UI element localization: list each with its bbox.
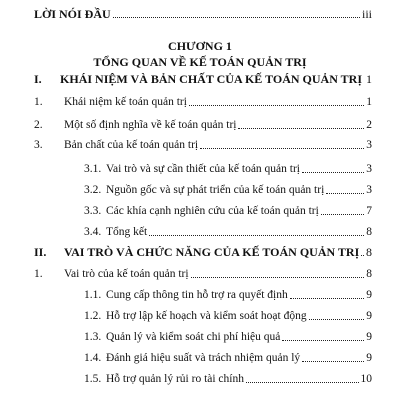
leader-dots (200, 147, 364, 149)
leader-dots (191, 276, 364, 278)
leader-dots (113, 16, 360, 18)
toc-entry-sub (84, 225, 372, 239)
toc-entry-page: 1 (366, 72, 372, 86)
leader-dots (210, 401, 359, 403)
toc-entry-number: 1.3. (84, 331, 102, 343)
toc-entry-sub (84, 288, 372, 302)
toc-entry-title: LỜI NÓI ĐẦU (34, 7, 111, 21)
toc-entry-section (34, 72, 372, 86)
toc-entry-title: Các khía cạnh nghiên cứu của kế toán quản trị (106, 205, 319, 217)
toc-entry-preface (34, 7, 372, 21)
toc-entry-title: Đánh giá hiệu suất và trách nhiệm quản lý (106, 352, 301, 364)
toc-entry-page: 7 (366, 205, 372, 217)
toc-entry-page: 9 (366, 352, 372, 364)
toc-entry-page: 3 (366, 184, 372, 196)
leader-dots (302, 360, 364, 362)
toc-entry-title: Vai trò của kế toán quản trị (64, 268, 189, 280)
leader-dots (238, 127, 364, 129)
toc-entry-title: Hỗ trợ quản lý rủi ro tài chính (106, 373, 244, 385)
toc-entry-title: Khái niệm kế toán quản trị (64, 96, 187, 108)
toc-entry-sub (84, 183, 372, 197)
leader-dots (290, 297, 364, 299)
toc-entry-title: Bản chất của kế toán quản trị (64, 139, 199, 151)
toc-entry-page: 9 (366, 289, 372, 301)
leader-dots (326, 192, 364, 194)
toc-entry-page: 10 (360, 373, 372, 385)
toc-entry-number: 3.2. (84, 184, 102, 196)
toc-entry-number: 3.4. (84, 226, 102, 238)
toc-entry-page: 1 (366, 96, 372, 108)
toc-entry-page: 8 (366, 226, 372, 238)
toc-entry-number: II. (34, 245, 47, 259)
toc-entry-number (34, 392, 64, 406)
toc-entry-page: 9 (366, 331, 372, 343)
toc-entry-number: 3.3. (84, 205, 102, 217)
toc-entry-number: 1.1. (84, 289, 102, 301)
toc-entry-section (34, 245, 372, 259)
leader-dots (246, 381, 359, 383)
toc-entry-number: 1.2. (84, 310, 102, 322)
toc-entry-title: VAI TRÒ VÀ CHỨC NĂNG CỦA KẾ TOÁN QUẢN TRỊ (64, 245, 360, 259)
leader-dots (149, 234, 364, 236)
toc-entry-number: 1.4. (84, 352, 102, 364)
toc-entry-page: iii (361, 7, 372, 21)
toc-entry (34, 267, 372, 281)
toc-entry-page: 8 (366, 245, 372, 259)
toc-entry-title: KHÁI NIỆM VÀ BẢN CHẤT CỦA KẾ TOÁN QUẢN TRỊ (60, 72, 362, 86)
toc-entry-number: I. (34, 72, 42, 86)
toc-entry-number: 1. (34, 268, 43, 280)
toc-entry (34, 118, 372, 132)
toc-entry-page: 9 (366, 310, 372, 322)
toc-entry-number: 1. (34, 96, 43, 108)
leader-dots (282, 339, 364, 341)
toc-entry-page: 3 (366, 163, 372, 175)
toc-entry-number: 3.1. (84, 163, 102, 175)
chapter-title: TỔNG QUAN VỀ KẾ TOÁN QUẢN TRỊ (93, 55, 307, 69)
toc-entry-title: Hỗ trợ lập kế hoạch và kiểm soát hoạt động (106, 310, 307, 322)
leader-dots (302, 171, 364, 173)
leader-dots (189, 104, 364, 106)
chapter-label: CHƯƠNG 1 (168, 39, 232, 53)
toc-entry-page: 8 (366, 268, 372, 280)
leader-dots (361, 254, 364, 256)
toc-entry-number: 2. (34, 119, 43, 131)
toc-entry-sub (84, 309, 372, 323)
toc-entry-sub (84, 330, 372, 344)
toc-entry (34, 138, 372, 152)
toc-entry-title: Tổng kết (106, 226, 148, 238)
leader-dots (309, 318, 364, 320)
toc-entry-number: 1.5. (84, 373, 102, 385)
toc-entry-page (361, 392, 373, 406)
toc-entry-sub (84, 351, 372, 365)
toc-entry (34, 95, 372, 109)
toc-entry-title: Cung cấp thông tin hỗ trợ ra quyết định (106, 289, 288, 301)
toc-entry-title: Quản lý và kiểm soát chi phí hiệu quả (106, 331, 281, 343)
toc-entry-page: 2 (366, 119, 372, 131)
toc-entry-sub (84, 372, 372, 386)
toc-entry-sub (84, 204, 372, 218)
toc-entry-title: Nguồn gốc và sự phát triển của kế toán quản trị (106, 184, 325, 196)
toc-entry-page: 3 (366, 139, 372, 151)
toc-entry-title: Vai trò và sự cần thiết của kế toán quản trị (106, 163, 301, 175)
toc-entry-title (64, 392, 208, 406)
toc-entry-title: Một số định nghĩa về kế toán quản trị (64, 119, 237, 131)
toc-entry-sub (84, 162, 372, 176)
toc-entry-number: 3. (34, 139, 43, 151)
leader-dots (321, 213, 364, 215)
